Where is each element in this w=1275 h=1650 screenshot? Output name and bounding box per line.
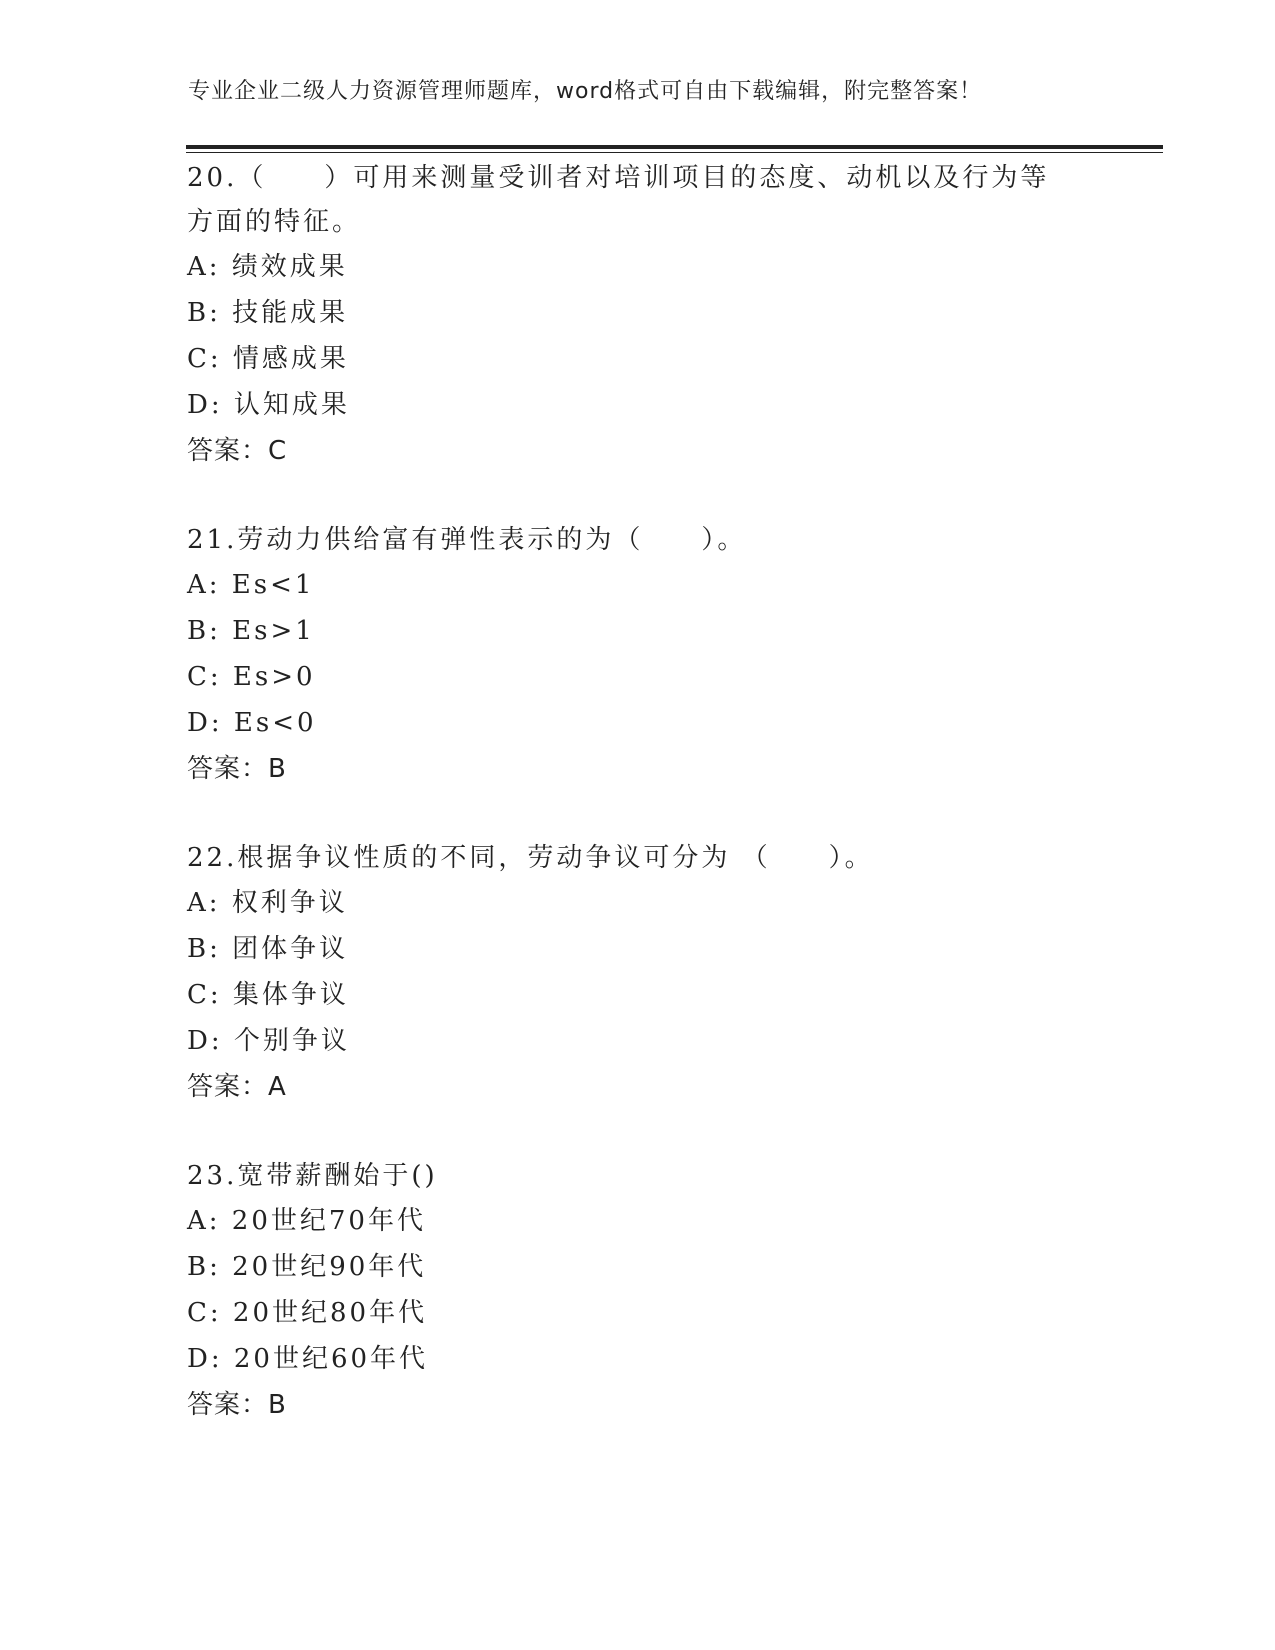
option-b: B: 技能成果 <box>187 298 349 328</box>
option-b: B: 团体争议 <box>187 934 349 964</box>
option-a: A: 绩效成果 <box>187 252 348 282</box>
question-text: 20.（ ）可用来测量受训者对培训项目的态度、动机以及行为等方面的特征。 <box>187 163 1050 237</box>
answer: 答案：B <box>187 1390 287 1420</box>
option-b: B: 20世纪90年代 <box>187 1252 427 1282</box>
option-c: C: 情感成果 <box>187 344 349 374</box>
option-a: A: 20世纪70年代 <box>187 1206 426 1236</box>
answer: 答案：C <box>187 436 288 466</box>
option-d: D: Es<0 <box>187 708 317 738</box>
option-c: C: 20世纪80年代 <box>187 1298 428 1328</box>
header-rule-thin <box>186 152 1163 153</box>
question-text: 23.宽带薪酬始于() <box>187 1161 438 1191</box>
answer: 答案：A <box>187 1072 287 1102</box>
header-rule-thick <box>186 145 1163 149</box>
option-c: C: 集体争议 <box>187 980 349 1010</box>
question-21 <box>187 518 1087 792</box>
answer: 答案：B <box>187 754 287 784</box>
question-text: 22.根据争议性质的不同，劳动争议可分为 （ ）。 <box>187 843 874 873</box>
question-20 <box>187 156 1087 474</box>
option-b: B: Es>1 <box>187 616 315 646</box>
option-a: A: 权利争议 <box>187 888 348 918</box>
question-23 <box>187 1154 1087 1428</box>
option-a: A: Es<1 <box>187 570 315 600</box>
page-header: 专业企业二级人力资源管理师题库，word格式可自由下载编辑，附完整答案！ <box>188 79 983 104</box>
option-d: D: 20世纪60年代 <box>187 1344 429 1374</box>
option-d: D: 个别争议 <box>187 1026 350 1056</box>
question-text: 21.劳动力供给富有弹性表示的为（ ）。 <box>187 525 747 555</box>
option-d: D: 认知成果 <box>187 390 350 420</box>
option-c: C: Es>0 <box>187 662 316 692</box>
question-22 <box>187 836 1087 1110</box>
